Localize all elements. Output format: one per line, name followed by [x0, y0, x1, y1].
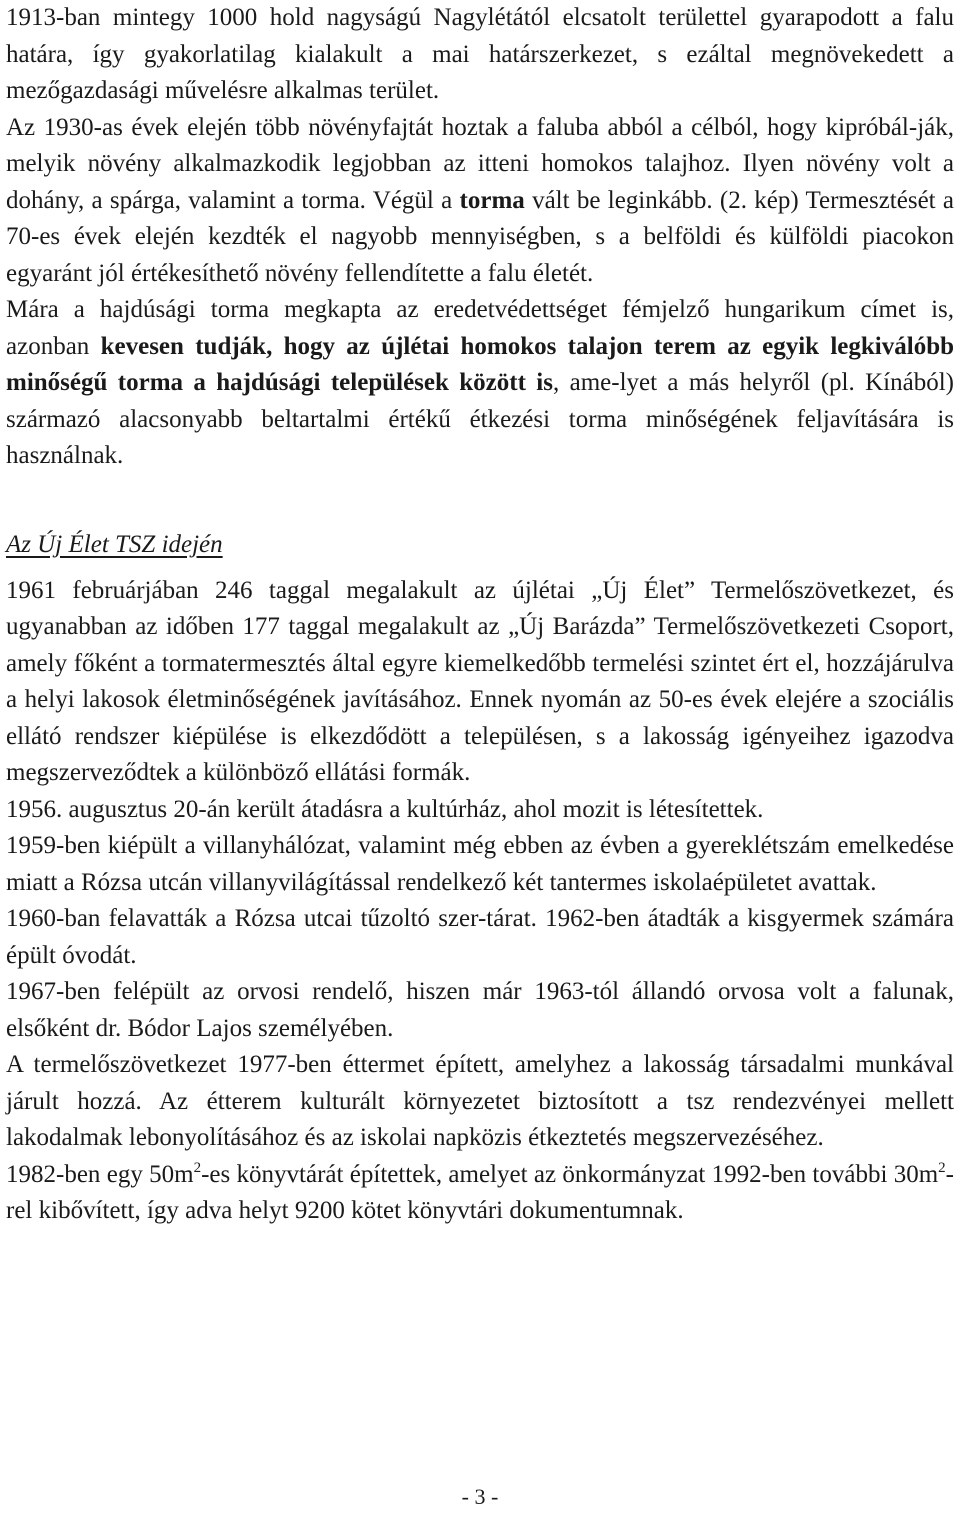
text-run: Az 1930-as évek elején több növényfajtát hoztak a faluba abból a célból, hogy kipróbál-ják, melyik növény alkalmazkodik legjobban az itteni homokos talajhoz. Ilyen növény volt a dohány, a spárga, valamint a torma. Végül a [6, 113, 954, 214]
paragraph: 1961 februárjában 246 taggal megalakult az újlétai „Új Élet” Termelőszövetkezet, és ugyanabban az időben 177 taggal megalakult az „Új Barázda” Termelőszövetkezeti Csoport, amely főként a tormatermesztés által egyre kiemelkedőbb termelési szintet ért el, hozzájárulva a helyi lakosok életminőségének javításához. Ennek nyomán az 50-es évek elejére a szociális ellátó rendszer kiépülése is elkezdődött a településen, s a lakosság igényeihez igazodva megszerveződtek a különböző ellátási formák. [6, 576, 954, 786]
paragraph: A termelőszövetkezet 1977-ben éttermet épített, amelyhez a lakosság társadalmi munkával járult hozzá. Az étterem kulturált környezetet biztosított a tsz rendezvényei mellett lakodalmak lebonyolításához és az iskolai napközis étkeztetés megszervezéséhez. [6, 1051, 954, 1151]
text-run: , ame-lyet a más helyről (pl. Kínából) származó alacsonyabb beltartalmi értékű étkezési torma minőségének feljavítására is használnak. [6, 369, 954, 469]
paragraph: 1960-ban felavatták a Rózsa utcai tűzoltó szer-tárat. 1962-ben átadták a kisgyermek számára épült óvodát. [6, 905, 954, 969]
paragraph: 1967-ben felépült az orvosi rendelő, hiszen már 1963-tól állandó orvosa volt a falunak, elsőként dr. Bódor Lajos személyében. [6, 978, 954, 1042]
document-page [6, 0, 954, 1230]
page-number: - 3 - [461, 1484, 499, 1509]
bold-text: kevesen tudják, hogy az újlétai homokos talajon terem az egyik legkiválóbb minőségű torma a hajdúsági települések között is [6, 332, 955, 396]
superscript: 2 [938, 1159, 946, 1176]
paragraph: 1956. augusztus 20-án került átadásra a kultúrház, ahol mozit is létesítettek. [6, 795, 764, 823]
library-paragraph [6, 1157, 954, 1230]
text-run: 1913-ban mintegy 1000 hold nagyságú Nagylétától elcsatolt területtel gyarapodott a falu határa, így gyakorlatilag kialakult a mai határszerkezet, s ezáltal megnövekedett a mezőgazdasági művelésre alkalmas terület. [6, 4, 954, 104]
text-run: Mára a hajdúsági torma megkapta az eredetvédettséget fémjelző hungarikum címet is, azonban [6, 296, 954, 360]
paragraph [6, 0, 954, 110]
library-text-1: 1982-ben egy 50m [6, 1160, 194, 1188]
library-text-3: -rel kibővített, így adva helyt 9200 kötet könyvtári dokumentumnak. [6, 1160, 954, 1224]
library-text-2: -es könyvtárát építettek, amelyet az önkormányzat 1992-ben további 30m [201, 1160, 939, 1188]
intro-paragraphs [6, 0, 954, 475]
bold-text: torma [459, 186, 525, 214]
section-heading: Az Új Élet TSZ idején [6, 530, 223, 558]
paragraph: 1959-ben kiépült a villanyhálózat, valamint még ebben az évben a gyereklétszám emelkedése miatt a Rózsa utcán villanyvilágítással rendelkező két tantermes iskolaépületet avattak. [6, 832, 954, 896]
superscript: 2 [193, 1159, 202, 1176]
history-paragraphs [6, 573, 954, 1230]
paragraph [6, 292, 954, 475]
text-run: vált be leginkább. (2. kép) Termesztését a 70-es évek elején kezdték el nagyobb mennyiségben, s a belföldi és külföldi piacokon egyaránt jól értékesíthető növény fellendítette a falu életét. [6, 186, 954, 287]
paragraph [6, 110, 954, 293]
